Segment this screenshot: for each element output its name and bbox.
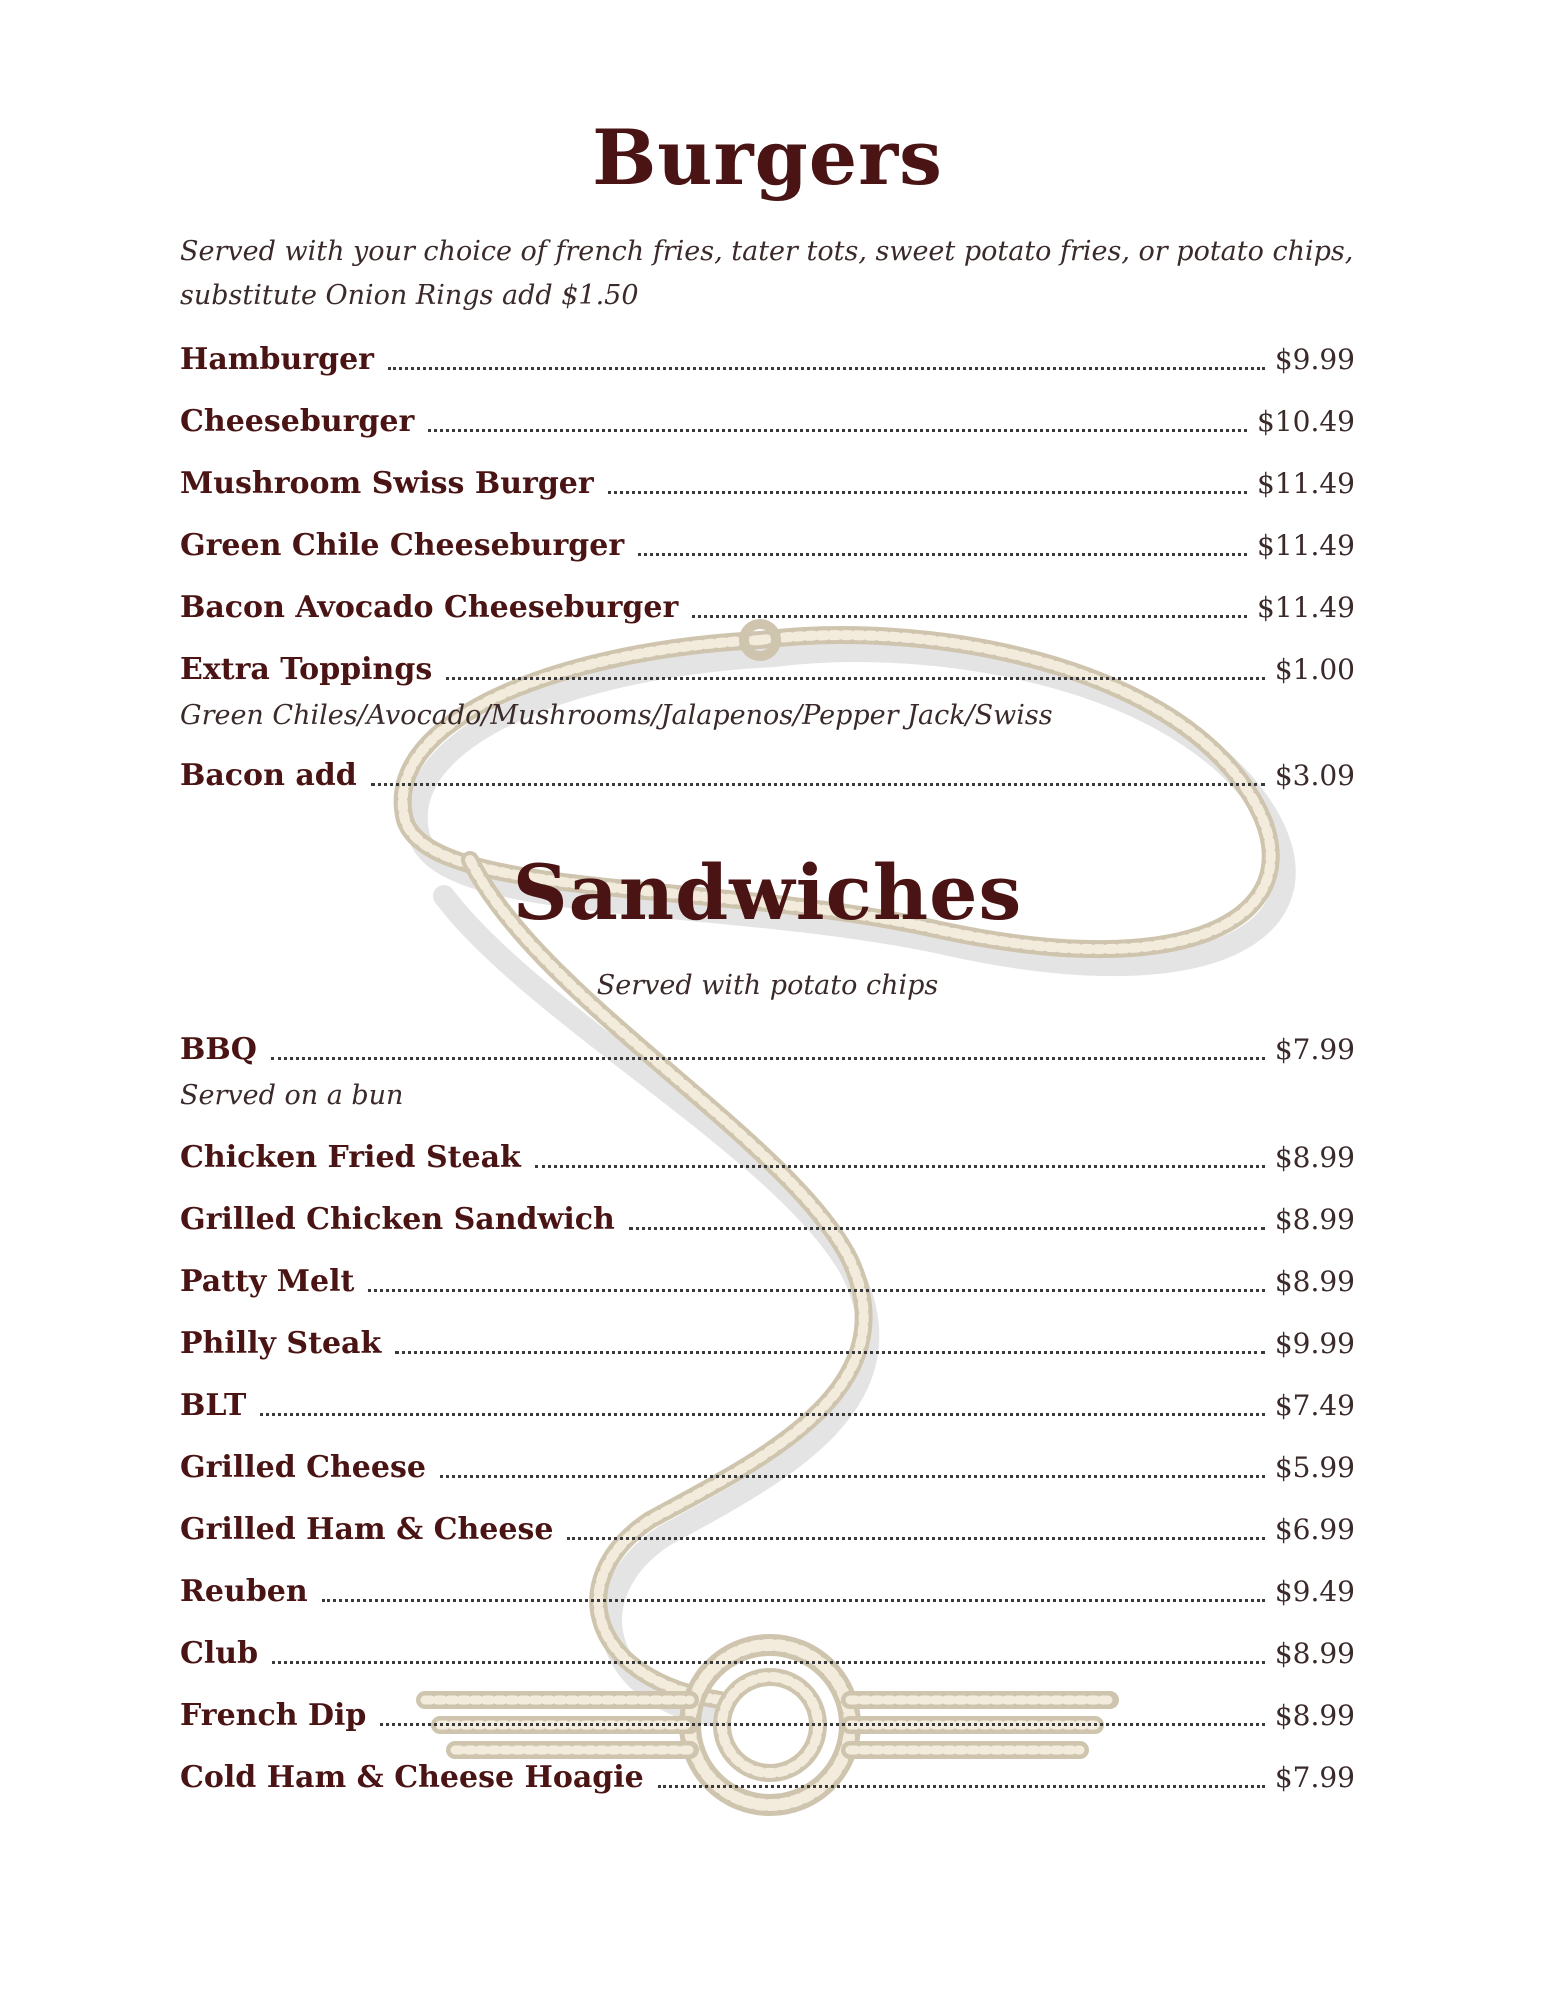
item-name: Reuben (180, 1574, 308, 1609)
dot-leader (629, 1227, 1265, 1230)
dot-leader (322, 1599, 1265, 1602)
menu-item (180, 1382, 1355, 1426)
item-name: Cold Ham & Cheese Hoagie (180, 1760, 644, 1795)
dot-leader (395, 1351, 1265, 1354)
menu-item (180, 522, 1355, 566)
item-price: $7.99 (1274, 1033, 1355, 1066)
menu-item (180, 646, 1355, 690)
dot-leader (371, 783, 1265, 786)
dot-leader (638, 553, 1247, 556)
menu-item (180, 1444, 1355, 1488)
item-name: Patty Melt (180, 1264, 355, 1299)
item-price: $9.99 (1274, 1327, 1355, 1360)
item-price: $8.99 (1274, 1141, 1355, 1174)
menu-item (180, 1320, 1355, 1364)
dot-leader (368, 1289, 1264, 1292)
item-name: Green Chile Cheeseburger (180, 528, 625, 563)
item-price: $8.99 (1274, 1203, 1355, 1236)
item-note: Served on a bun (180, 1080, 404, 1111)
dot-leader (658, 1785, 1265, 1788)
item-name: Chicken Fried Steak (180, 1140, 521, 1175)
item-name: Club (180, 1636, 259, 1671)
item-price: $7.99 (1274, 1761, 1355, 1794)
item-name: Philly Steak (180, 1326, 382, 1361)
item-name: BBQ (180, 1032, 257, 1067)
dot-leader (271, 1057, 1265, 1060)
menu-item (180, 1754, 1355, 1798)
item-name: Grilled Chicken Sandwich (180, 1202, 615, 1237)
item-price: $11.49 (1257, 529, 1355, 562)
item-price: $11.49 (1257, 467, 1355, 500)
item-price: $8.99 (1274, 1699, 1355, 1732)
item-price: $8.99 (1274, 1265, 1355, 1298)
item-price: $1.00 (1274, 653, 1355, 686)
dot-leader (380, 1723, 1264, 1726)
item-name: Grilled Cheese (180, 1450, 426, 1485)
item-name: French Dip (180, 1698, 367, 1733)
dot-leader (440, 1475, 1265, 1478)
item-price: $8.99 (1274, 1637, 1355, 1670)
item-price: $6.99 (1274, 1513, 1355, 1546)
dot-leader (608, 491, 1247, 494)
burgers-intro-line1: Served with your choice of french fries, tater tots, sweet potato fries, or potato chips, (180, 236, 1354, 267)
sandwiches-title: Sandwiches (512, 848, 1023, 937)
menu-item (180, 1026, 1355, 1070)
item-price: $5.99 (1274, 1451, 1355, 1484)
item-name: Extra Toppings (180, 652, 433, 687)
dot-leader (388, 367, 1265, 370)
item-name: Grilled Ham & Cheese (180, 1512, 554, 1547)
dot-leader (535, 1165, 1265, 1168)
item-price: $10.49 (1257, 405, 1355, 438)
item-price: $3.09 (1274, 759, 1355, 792)
sandwiches-intro: Served with potato chips (596, 970, 939, 1001)
item-name: Bacon Avocado Cheeseburger (180, 590, 679, 625)
item-price: $9.49 (1274, 1575, 1355, 1608)
item-price: $7.49 (1274, 1389, 1355, 1422)
burgers-title: Burgers (592, 113, 943, 202)
menu-item (180, 1258, 1355, 1302)
menu-item (180, 1134, 1355, 1178)
item-name: Mushroom Swiss Burger (180, 466, 594, 501)
item-name: Bacon add (180, 758, 357, 793)
menu-item (180, 1692, 1355, 1736)
item-name: Cheeseburger (180, 404, 415, 439)
dot-leader (260, 1413, 1265, 1416)
dot-leader (692, 615, 1247, 618)
menu-item (180, 1506, 1355, 1550)
item-price: $11.49 (1257, 591, 1355, 624)
dot-leader (567, 1537, 1264, 1540)
dot-leader (446, 677, 1265, 680)
item-note: Green Chiles/Avocado/Mushrooms/Jalapenos/Pepper Jack/Swiss (180, 700, 1053, 731)
menu-item (180, 398, 1355, 442)
menu-item (180, 460, 1355, 504)
menu-item (180, 752, 1355, 796)
item-name: Hamburger (180, 342, 374, 377)
dot-leader (272, 1661, 1265, 1664)
item-price: $9.99 (1274, 343, 1355, 376)
item-name: BLT (180, 1388, 247, 1423)
menu-item (180, 336, 1355, 380)
dot-leader (428, 429, 1247, 432)
menu-item (180, 1568, 1355, 1612)
menu-item (180, 1630, 1355, 1674)
burgers-intro-line2: substitute Onion Rings add $1.50 (180, 280, 639, 311)
menu-item (180, 1196, 1355, 1240)
menu-item (180, 584, 1355, 628)
